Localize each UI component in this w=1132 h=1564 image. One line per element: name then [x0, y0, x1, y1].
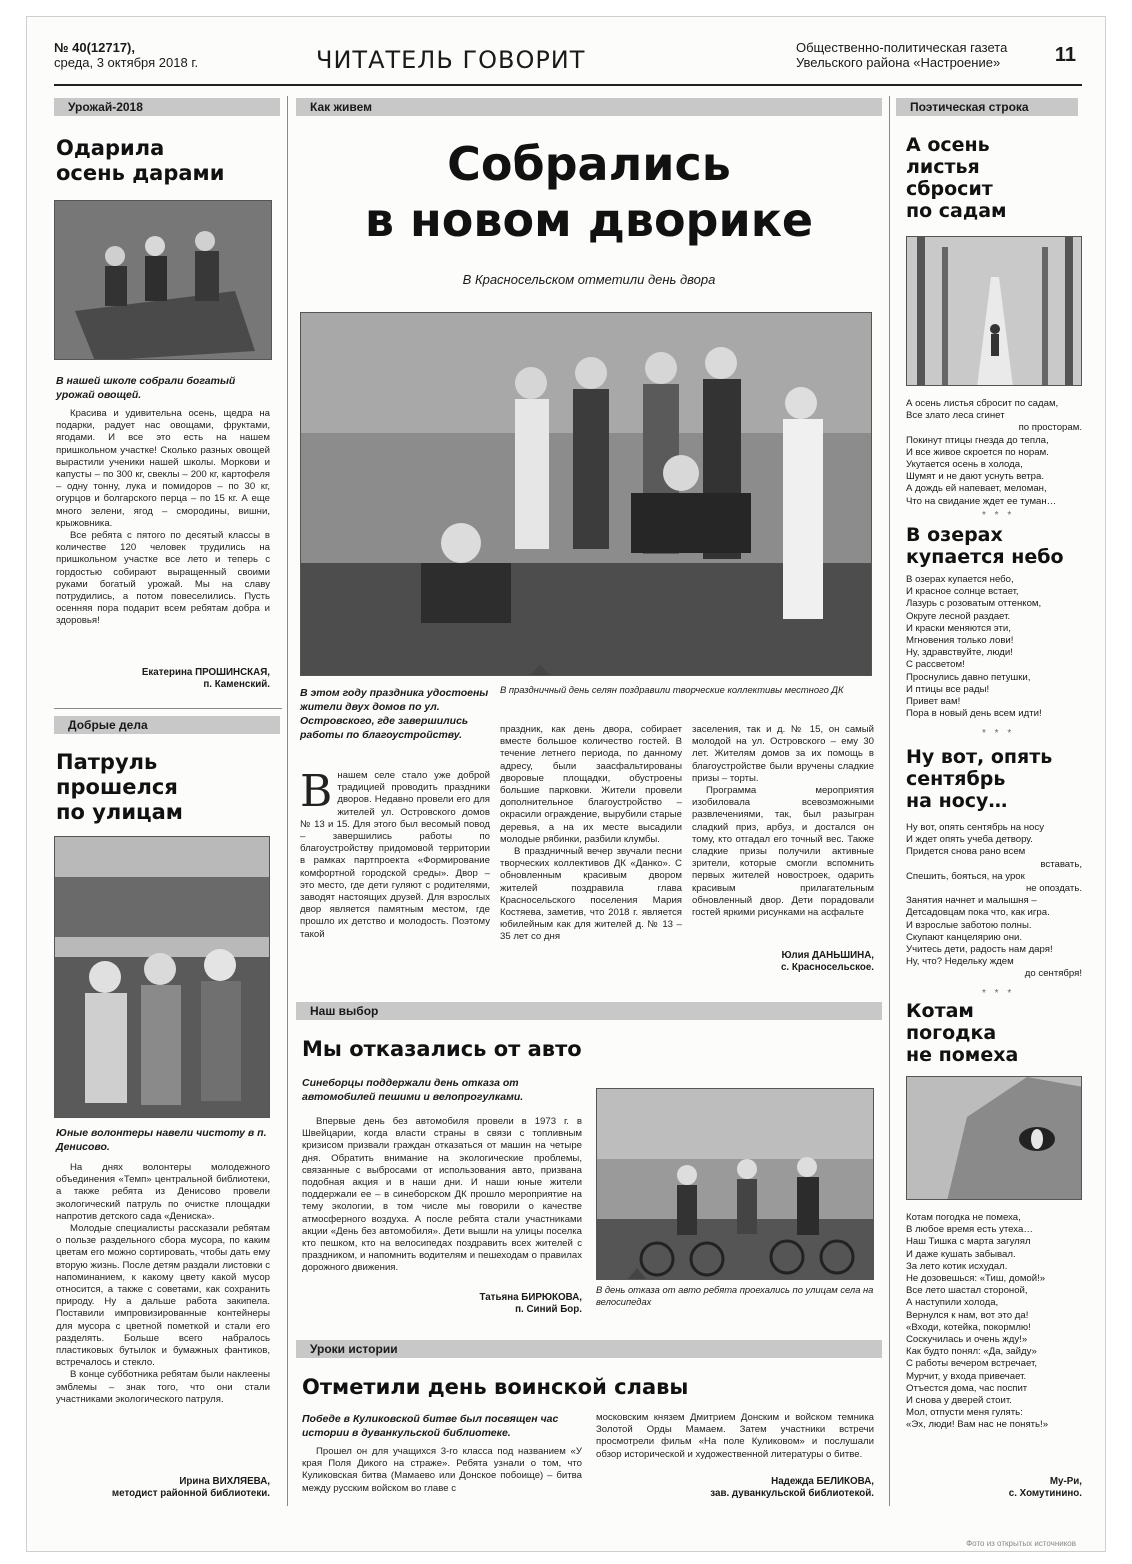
- patrol-headline-line3: по улицам: [56, 800, 183, 824]
- poem4-line: «Эх, люди! Вам нас не понять!»: [906, 1419, 1049, 1431]
- history-paragraph-1: Прошел он для учащихся 3-го класса под названием «У края Поля Дикого на страже». Ребята узнали о том, что Куликовская битва (Мамаево или Донское побоище) – битва между русским войском во главе с: [302, 1446, 582, 1494]
- poem1-photo: [906, 236, 1082, 386]
- poem3-title-line3: на носу…: [906, 790, 1008, 812]
- poem4-line: «Входи, котейка, покормлю!: [906, 1321, 1031, 1333]
- patrol-headline-line2: прошелся: [56, 775, 178, 799]
- history-place: зав. дуванкульской библиотекой.: [710, 1488, 874, 1499]
- column-divider-right: [889, 96, 890, 1506]
- paper-name-line2: Увельского района «Настроение»: [796, 55, 1001, 70]
- poem4-line: Котам погодка не помеха,: [906, 1212, 1021, 1223]
- auto-headline: Мы отказались от авто: [302, 1037, 582, 1061]
- poem1-line: Укутается осень в холода,: [906, 459, 1023, 471]
- patrol-photo: [54, 836, 270, 1118]
- main-headline: [296, 136, 882, 248]
- poem1-line: Шумят и не дают уснуть ветра.: [906, 471, 1045, 483]
- poem1-line: Что на свидание ждет ее туман…: [906, 495, 1057, 507]
- harvest-place: п. Каменский.: [203, 679, 270, 690]
- auto-signature: [302, 1292, 582, 1316]
- poem1-line: по просторам.: [1018, 422, 1082, 434]
- patrol-photo-illustration: [55, 837, 270, 1118]
- harvest-signature: [56, 667, 270, 691]
- poem4-author: Му-Ри,: [1049, 1476, 1082, 1487]
- patrol-headline-line1: Патруль: [56, 750, 158, 774]
- poem3-line: Ну вот, опять сентябрь на носу: [906, 822, 1044, 833]
- poem3-line: до сентября!: [1024, 968, 1082, 980]
- poem3-line: Детсадовцам пока что, как игра.: [906, 907, 1050, 919]
- harvest-author: Екатерина ПРОШИНСКАЯ,: [141, 667, 270, 678]
- rubric-how-we-live: Как живем: [296, 98, 882, 116]
- main-author: Юлия ДАНЬШИНА,: [781, 950, 874, 961]
- auto-photo-caption: В день отказа от авто ребята проехались по улицам села на велосипедах: [596, 1284, 874, 1307]
- poem1-line: А дождь ей напевает, меломан,: [906, 483, 1047, 495]
- poem3-line: не опоздать.: [1025, 883, 1082, 895]
- poem3-line: Учитесь дети, радость нам даря!: [906, 944, 1053, 956]
- poem2-text: [906, 574, 1082, 720]
- section-title: ЧИТАТЕЛЬ ГОВОРИТ: [316, 46, 586, 74]
- poem3-line: вставать,: [1040, 858, 1082, 870]
- rubric-our-choice: Наш выбор: [296, 1002, 882, 1020]
- main-signature: [692, 950, 874, 974]
- harvest-paragraph-2: Все ребята с пятого по десятый классы в количестве 120 человек трудились на пришкольном участке все лето и теперь с гордостью собирают выращенный своими руками богатый урожай. Мы на славу потрудились, а потом повеселились. Пусть осенняя пора подарит всем ребятам добра и здоровья!: [56, 530, 270, 627]
- poem3-line: И ждет опять учеба детвору.: [906, 834, 1033, 846]
- poem4-photo: [906, 1076, 1082, 1200]
- main-column-3: [692, 724, 874, 948]
- poem1-photo-illustration: [907, 237, 1082, 386]
- poem4-line: Не дозовешься: «Тиш, домой!»: [906, 1273, 1046, 1285]
- separator-stars: * * *: [982, 510, 1015, 521]
- patrol-paragraph-3: В конце субботника ребятам были наклеены эмблемы – знак того, что они стали участниками экологического патруля.: [56, 1369, 270, 1405]
- main-place: с. Красносельское.: [780, 962, 874, 973]
- poem2-line: И красное солнце встает,: [906, 586, 1019, 598]
- poem3-line: И взрослые заботою полны.: [906, 919, 1032, 931]
- harvest-body: [56, 408, 270, 660]
- poem2-title-line2: купается небо: [906, 546, 1064, 568]
- main-photo-illustration: [301, 313, 872, 676]
- auto-author: Татьяна БИРЮКОВА,: [479, 1292, 582, 1303]
- harvest-headline-line1: Одарила: [56, 136, 165, 160]
- poem4-line: В любое время есть утеха…: [906, 1224, 1033, 1236]
- poem2-line: И краски меняются эти,: [906, 622, 1011, 634]
- poem4-line: За лето котик исхудал.: [906, 1260, 1008, 1272]
- history-headline: Отметили день воинской славы: [302, 1375, 689, 1399]
- rubric-good-deeds: Добрые дела: [54, 716, 280, 734]
- poem2-line: Пора в новый день всем идти!: [906, 708, 1042, 720]
- harvest-paragraph-1: Красива и удивительна осень, щедра на подарки, радует нас овощами, фруктами, ягодами. И все это есть на нашем пришкольном участке! Сколько разных овощей вырастили ученики нашей школы. Моркови и капусты – по 300 кг, свеклы – 200 кг, картофеля – одну тонну, лука и помидоров – по 30 кг, огурцов и болгарского перца – по 15 кг. А еще много зелени, ягод – смородины, вишни, крыжовника.: [56, 408, 270, 529]
- rubric-harvest: Урожай-2018: [54, 98, 280, 116]
- poem1-line: Все злато леса сгинет: [906, 410, 1005, 422]
- patrol-author: Ирина ВИХЛЯЕВА,: [179, 1476, 270, 1487]
- poem2-title: [906, 524, 1064, 568]
- poem3-line: Ну, что? Недельку ждем: [906, 956, 1014, 968]
- poem3-line: Спешить, бояться, на урок: [906, 870, 1025, 882]
- poem1-title-line1: А осень: [906, 134, 990, 156]
- poem4-title-line2: погодка: [906, 1022, 997, 1044]
- separator-stars: * * *: [982, 988, 1015, 999]
- patrol-place: методист районной библиотеки.: [111, 1488, 270, 1499]
- patrol-lead: Юные волонтеры навели чистоту в п. Денисово.: [56, 1127, 267, 1153]
- main-column-1-text: нашем селе стало уже доброй традицией проводить праздники дворов. Недавно провели его для жителей ул. Островского домов № 13 и 15. Для этого был весомый повод – завершились работы по благоустройству придомовой территории в рамках партпроекта «Формирование комфортной городской среды». Двор – это место, где дети гуляют с родителями, заводят настоящих друзей. Для взрослых двор является памятным местом, где прошло их детство и молодость. Поэтому такой: [300, 770, 490, 940]
- poem2-line: Проснулись давно петушки,: [906, 671, 1031, 683]
- poem2-line: И птицы все рады!: [906, 683, 990, 695]
- poem3-line: Занятия начнет и малышня –: [906, 895, 1037, 907]
- poem2-line: Округе лесной раздает.: [906, 610, 1011, 622]
- column-divider-left: [287, 96, 288, 1506]
- poem4-text: [906, 1212, 1082, 1432]
- poem2-line: Привет вам!: [906, 696, 961, 708]
- poem1-line: А осень листья сбросит по садам,: [906, 398, 1059, 409]
- poem2-line: С рассветом!: [906, 659, 965, 671]
- poem4-line: Отъестся дома, час поспит: [906, 1382, 1028, 1394]
- main-column-3-paragraph-2: Программа мероприятия изобиловала всевозможными развлечениями, так, был разыгран сладкий приз, арбуз, и достался он тому, кто отгадал его точный вес. Также сладкие призы получили активные зрители, которые смогли вспомнить первых жителей новостроек, одарить красивым прилагательным обновленный двор. Дети порадовали гостей яркими рисунками на асфальте: [692, 785, 874, 919]
- main-headline-line1: Собрались: [447, 137, 731, 191]
- divider-left: [54, 708, 282, 709]
- history-column-1: [302, 1446, 582, 1510]
- harvest-photo: [54, 200, 272, 360]
- poem4-line: Наш Тишка с марта загулял: [906, 1236, 1031, 1248]
- patrol-paragraph-1: На днях волонтеры молодежного объединения «Темп» центральной библиотеки, а также ребята из Денисово провели экологический патруль по очистке площадки напротив детского сада «Дениска».: [56, 1162, 270, 1222]
- main-dropcap: В: [300, 770, 333, 817]
- patrol-body: [56, 1162, 270, 1472]
- main-subtitle: В Красносельском отметили день двора: [462, 272, 716, 287]
- paper-name: [796, 40, 1007, 70]
- poem4-title-line1: Котам: [906, 1000, 974, 1022]
- auto-body: [302, 1116, 582, 1312]
- poem3-text: [906, 822, 1082, 981]
- poem4-signature: [906, 1476, 1082, 1500]
- patrol-headline: [56, 750, 183, 825]
- poem2-line: Лазурь с розоватым оттенком,: [906, 598, 1042, 610]
- poem1-line: Покинут птицы гнезда до тепла,: [906, 434, 1049, 446]
- poem4-line: Мол, отпусти меня гулять:: [906, 1407, 1023, 1419]
- photo-caption-pointer: [531, 664, 549, 675]
- poem2-line: В озерах купается небо,: [906, 574, 1014, 585]
- poem1-title-line4: по садам: [906, 200, 1007, 222]
- main-column-2-paragraph-2: В праздничный вечер звучали песни творческих коллективов ДК «Данко». С обновленным красивым двором жителей поздравила глава Красносельского поселения Мария Костяева, заметив, что 2018 г. является юбилейным как для жителей д. № 13 – 35 лет со дня: [500, 846, 682, 943]
- poem3-line: Придется снова рано всем: [906, 846, 1026, 858]
- auto-paragraph: Впервые день без автомобиля провели в 1973 г. в Швейцарии, когда власти страны в связи с топливным кризисом призвали граждан отказаться от машин на четыре дня. Обратить внимание на экологические проблемы, связанные с выбросами от использования авто, призвана подобная акция и в наши дни. И наши юные жители поддержали ее – в синеборском ДК прошло мероприятие на тему экологии, в том числе мы говорили о качестве атмосферного воздуха. А после ребята стали участниками акции «День без автомобиля». Дети вышли на улицы поселка кто пешком, кто на велосипедах поздравить всех жителей с праздником, и напомнить водителям и пешеходам о правилах дорожного движения.: [302, 1116, 582, 1274]
- main-lead: В этом году праздника удостоены жители двух домов по ул. Островского, где завершились работы по благоустройству.: [300, 687, 489, 741]
- poem3-line: Скупают канцелярию они.: [906, 931, 1023, 943]
- poem4-line: Все лето шастал стороной,: [906, 1285, 1028, 1297]
- poem3-title-line1: Ну вот, опять: [906, 746, 1053, 768]
- main-photo: [300, 312, 872, 676]
- page-number: 11: [1054, 44, 1076, 66]
- cat-photo-illustration: [907, 1077, 1082, 1200]
- issue-date: среда, 3 октября 2018 г.: [54, 55, 199, 70]
- poem4-line: И снова у дверей стоит.: [906, 1395, 1012, 1407]
- auto-lead: Синеборцы поддержали день отказа от автомобилей пешими и велопрогулками.: [302, 1077, 524, 1103]
- patrol-signature: [56, 1476, 270, 1500]
- history-lead: Победе в Куликовской битве был посвящен час истории в дуванкульской библиотеке.: [302, 1413, 559, 1439]
- main-photo-caption: В праздничный день селян поздравили творческие коллективы местного ДК: [500, 684, 844, 695]
- history-signature: [596, 1476, 874, 1500]
- poem4-title: [906, 1000, 1018, 1066]
- poem1-title-line2: листья: [906, 156, 980, 178]
- separator-stars: * * *: [982, 728, 1015, 739]
- poem2-title-line1: В озерах: [906, 524, 1003, 546]
- auto-caption-pointer: [628, 1268, 646, 1279]
- poem4-line: С работы вечером встречает,: [906, 1358, 1037, 1370]
- photo-credit: Фото из открытых источников: [966, 1539, 1076, 1548]
- rubric-history-lessons: Уроки истории: [296, 1340, 882, 1358]
- history-column-2: [596, 1412, 874, 1472]
- rubric-poetic-line: Поэтическая строка: [896, 98, 1078, 116]
- poem4-line: Мурчит, у входа привечает.: [906, 1370, 1027, 1382]
- poem4-title-line3: не помеха: [906, 1044, 1019, 1066]
- masthead-rule: [54, 84, 1082, 86]
- auto-photo-illustration: [597, 1089, 874, 1280]
- main-column-3-paragraph-1: заселения, так и д. № 15, он самый молодой на ул. Островского – ему 30 лет. Жителям домов за их помощь в благоустройстве были вручены сладкие призы – торты.: [692, 724, 874, 784]
- masthead: [54, 40, 1084, 76]
- auto-place: п. Синий Бор.: [515, 1304, 582, 1315]
- issue-number: № 40(12717),: [54, 40, 135, 55]
- poem2-line: Ну, здравствуйте, люди!: [906, 647, 1013, 659]
- paper-name-line1: Общественно-политическая газета: [796, 40, 1008, 55]
- main-headline-line2: в новом дворике: [364, 193, 814, 247]
- harvest-headline-line2: осень дарами: [56, 161, 225, 185]
- poem1-title: [906, 134, 1007, 222]
- poem4-line: И даже кушать забывал.: [906, 1248, 1016, 1260]
- harvest-headline: [56, 136, 224, 186]
- auto-photo: [596, 1088, 874, 1280]
- main-column-2: [500, 724, 682, 986]
- main-column-1: [300, 770, 490, 980]
- poem4-line: А наступили холода,: [906, 1297, 999, 1309]
- poem4-line: Вернулся к нам, вот это да!: [906, 1309, 1029, 1321]
- poem4-line: Как будто понял: «Да, зайду»: [906, 1346, 1037, 1358]
- poem2-line: Мгновения только лови!: [906, 635, 1014, 647]
- issue-info: [54, 40, 198, 70]
- poem4-line: Соскучилась и очень жду!»: [906, 1334, 1028, 1346]
- poem3-title: [906, 746, 1052, 812]
- patrol-paragraph-2: Молодые специалисты рассказали ребятам о пользе раздельного сбора мусора, по каким цветам его можно сортировать, чтобы дать ему вторую жизнь. После детям раздали листовки с напоминанием, к какому цвету какой мусор относится, а также с советами, как сохранить природу. Ну а дальше работа закипела. Поставили импровизированные контейнеры для мусора с цветной пометкой и стали его разделять. Больше всего набралось пластиковых бутылок и бумажных фантиков, встречалось и стекло.: [56, 1223, 270, 1369]
- poem3-title-line2: сентябрь: [906, 768, 1006, 790]
- history-paragraph-2: московским князем Дмитрием Донским и войском темника Золотой Орды Мамаем. Затем участники встречи просмотрели фильм «На поле Куликовом» и послушали обзор исторической и художественной литературы о битве.: [596, 1412, 874, 1460]
- poem4-place: с. Хомутинино.: [1008, 1488, 1082, 1499]
- poem1-line: И все живое скроется по норам.: [906, 446, 1049, 458]
- harvest-photo-illustration: [55, 201, 272, 360]
- main-column-2-paragraph-1: праздник, как день двора, собирает вместе большое количество гостей. В течение летнего периода, по данному адресу, были заасфальтированы дворовые площадки, обустроены большие парковки. Жители провели дополнительное благоустройство – окрасили ограждение, вырубили старые деревья, а на их месте высадили молодые рябинки, разбили клумбы.: [500, 724, 682, 845]
- poem1-title-line3: сбросит: [906, 178, 993, 200]
- history-author: Надежда БЕЛИКОВА,: [771, 1476, 874, 1487]
- poem1-text: [906, 398, 1082, 508]
- harvest-lead: В нашей школе собрали богатый урожай овощей.: [56, 375, 236, 401]
